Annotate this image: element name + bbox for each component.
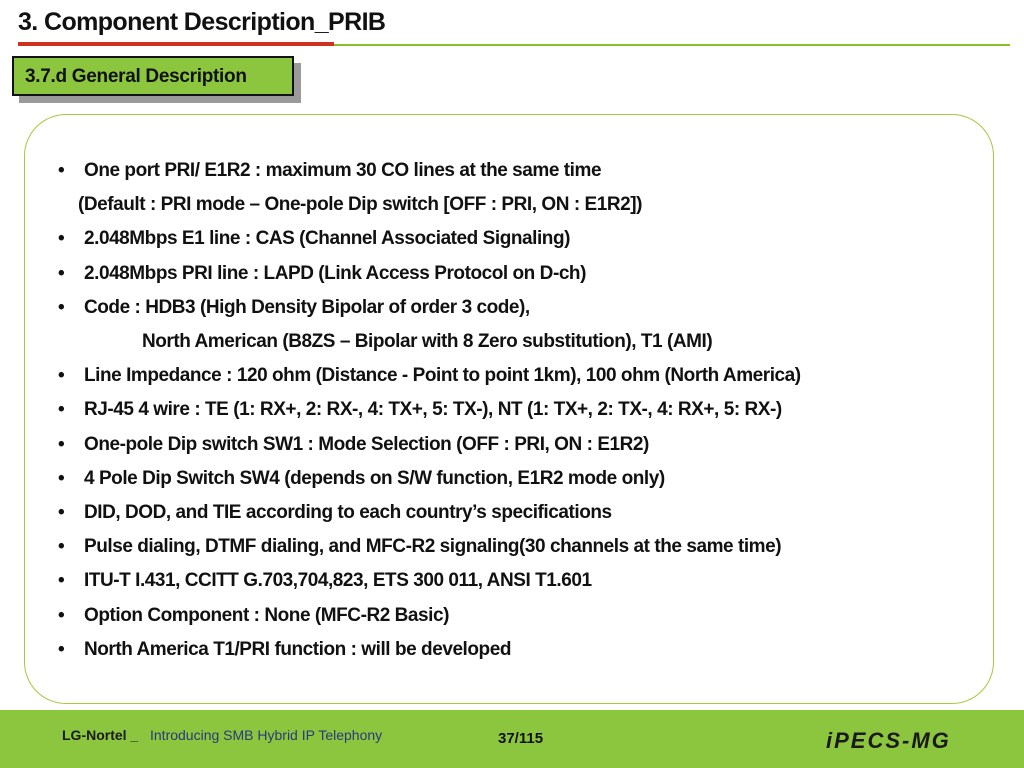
list-item-text: One-pole Dip switch SW1 : Mode Selection (OFF : PRI, ON : E1R2) <box>84 433 649 455</box>
list-item-text: Code : HDB3 (High Density Bipolar of order 3 code), <box>84 296 530 318</box>
title-accent-underline <box>18 42 334 46</box>
list-item <box>58 462 978 496</box>
bullet-icon: • <box>58 433 65 455</box>
list-item-continuation <box>58 325 978 359</box>
list-item-text: ITU-T I.431, CCITT G.703,704,823, ETS 300 011, ANSI T1.601 <box>84 570 592 592</box>
bullet-icon: • <box>58 296 65 318</box>
bullet-icon: • <box>58 228 65 250</box>
list-item <box>58 222 978 256</box>
bullet-icon: • <box>58 399 65 421</box>
list-item-text: Pulse dialing, DTMF dialing, and MFC-R2 signaling(30 channels at the same time) <box>84 536 782 558</box>
bullet-icon: • <box>58 638 65 660</box>
footer-company: LG-Nortel _ <box>62 727 139 743</box>
list-item-text: 2.048Mbps PRI line : LAPD (Link Access Protocol on D-ch) <box>84 262 586 284</box>
brand-logo: iPECS-MG <box>826 728 951 753</box>
list-item <box>58 359 978 393</box>
list-item <box>58 530 978 564</box>
list-item <box>58 154 978 188</box>
list-item <box>58 496 978 530</box>
section-tag-label: 3.7.d General Description <box>25 66 247 87</box>
bullet-icon: • <box>58 501 65 523</box>
list-item <box>58 633 978 667</box>
list-item-text: North American (B8ZS – Bipolar with 8 Zero substitution), T1 (AMI) <box>142 331 713 353</box>
list-item-text: Option Component : None (MFC-R2 Basic) <box>84 604 449 626</box>
list-item <box>58 291 978 325</box>
list-item <box>58 564 978 598</box>
list-item-text: DID, DOD, and TIE according to each country’s specifications <box>84 501 612 523</box>
list-item-text: RJ-45 4 wire : TE (1: RX+, 2: RX-, 4: TX+, 5: TX-), NT (1: TX+, 2: TX-, 4: RX+, 5: RX-) <box>84 399 782 421</box>
list-item-text: 4 Pole Dip Switch SW4 (depends on S/W function, E1R2 mode only) <box>84 467 665 489</box>
list-item-text: One port PRI/ E1R2 : maximum 30 CO lines at the same time <box>84 160 602 182</box>
list-item-text: 2.048Mbps E1 line : CAS (Channel Associated Signaling) <box>84 228 570 250</box>
page-title: 3. Component Description_PRIB <box>18 8 386 36</box>
list-item-text: (Default : PRI mode – One-pole Dip switch [OFF : PRI, ON : E1R2]) <box>78 194 643 216</box>
bullet-icon: • <box>58 160 65 182</box>
list-item <box>58 393 978 427</box>
bullet-icon: • <box>58 536 65 558</box>
page-number: 37/115 <box>498 730 544 747</box>
bullet-icon: • <box>58 365 65 387</box>
bullet-icon: • <box>58 467 65 489</box>
footer-bar <box>0 710 1024 768</box>
list-item-continuation <box>58 188 978 222</box>
footer-tagline: Introducing SMB Hybrid IP Telephony <box>150 727 383 743</box>
section-tag <box>12 56 294 96</box>
list-item <box>58 257 978 291</box>
list-item <box>58 598 978 632</box>
bullet-icon: • <box>58 570 65 592</box>
bullet-icon: • <box>58 262 65 284</box>
list-item-text: North America T1/PRI function : will be developed <box>84 638 511 660</box>
list-item-text: Line Impedance : 120 ohm (Distance - Point to point 1km), 100 ohm (North America) <box>84 365 801 387</box>
list-item <box>58 428 978 462</box>
bullet-list <box>58 154 978 667</box>
bullet-icon: • <box>58 604 65 626</box>
